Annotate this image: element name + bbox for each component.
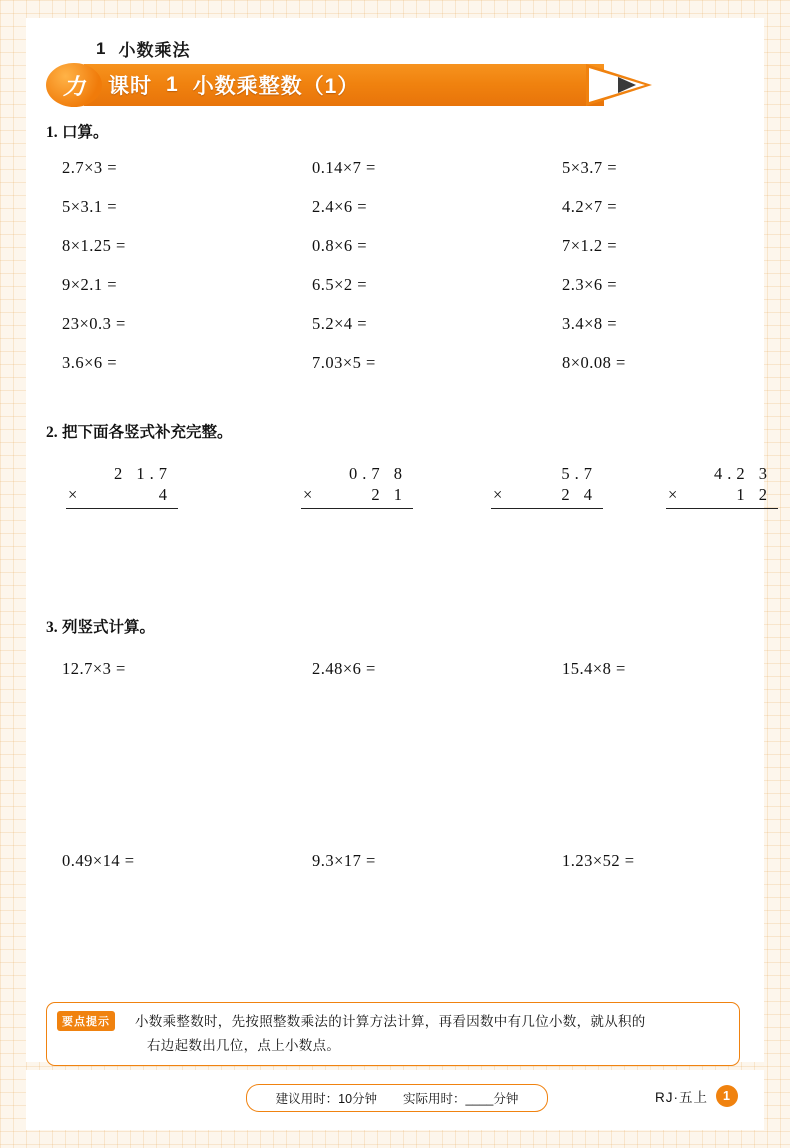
expression-item: 9.3×17 = — [312, 851, 376, 870]
section-1-heading — [46, 120, 746, 142]
expression-item: 3.4×8 = — [562, 314, 618, 333]
vertical-compute-grid — [46, 659, 746, 871]
chapter-number: 1 — [96, 38, 107, 58]
banner-arrow-inner — [589, 68, 645, 102]
tip-line-2: 右边起数出几位，点上小数点。 — [147, 1038, 341, 1053]
vertical-calculation — [301, 464, 413, 509]
lesson-label: 课时 — [108, 75, 152, 98]
expression-item: 12.7×3 = — [62, 659, 126, 678]
vertical-bottom-number: 2 4 — [561, 485, 597, 504]
expression-item: 8×0.08 = — [562, 353, 626, 372]
multiply-operator: × — [303, 485, 313, 504]
expression-item: 0.8×6 = — [312, 236, 368, 255]
expression-item: 5×3.1 = — [62, 197, 118, 216]
tip-line-1: 小数乘整数时，先按照整数乘法的计算方法计算，再看因数中有几位小数，就从积的 — [135, 1014, 646, 1029]
lesson-title-group — [108, 64, 359, 106]
section-3-title: 列竖式计算。 — [61, 619, 155, 636]
expression-item: 4.2×7 = — [562, 197, 618, 216]
vertical-calculation — [491, 464, 603, 509]
expression-item: 7.03×5 = — [312, 353, 376, 372]
tip-box — [46, 1002, 740, 1066]
section-complete-vertical — [46, 420, 772, 509]
page-footer — [46, 1084, 738, 1114]
expression-item: 1.23×52 = — [562, 851, 635, 870]
expression-item: 2.7×3 = — [62, 158, 118, 177]
vertical-top-number: 5.7 — [561, 464, 597, 483]
vertical-bottom-number: 1 2 — [736, 485, 772, 504]
chapter-title: 小数乘法 — [118, 41, 191, 60]
expression-item: 5.2×4 = — [312, 314, 368, 333]
section-oral-calculation — [46, 120, 746, 373]
vertical-bottom-number: 4 — [158, 485, 172, 504]
expression-item: 2.3×6 = — [562, 275, 618, 294]
tip-text — [135, 1010, 725, 1058]
expression-item: 15.4×8 = — [562, 659, 626, 678]
oral-calculation-grid — [46, 158, 746, 373]
expression-item: 8×1.25 = — [62, 236, 126, 255]
section-1-title: 口算。 — [61, 124, 109, 141]
section-2-number: 2. — [46, 424, 58, 441]
vertical-top-number: 2 1.7 — [114, 464, 172, 483]
expression-item: 0.49×14 = — [62, 851, 135, 870]
expression-item: 2.48×6 = — [312, 659, 376, 678]
multiply-operator: × — [68, 485, 78, 504]
time-pill — [246, 1084, 548, 1112]
chapter-heading — [96, 36, 190, 61]
book-code: RJ·五上 — [655, 1090, 708, 1105]
section-3-number: 3. — [46, 619, 58, 636]
vertical-top-number: 4.2 3 — [714, 464, 772, 483]
section-1-number: 1. — [46, 124, 58, 141]
multiply-operator: × — [668, 485, 678, 504]
expression-item: 7×1.2 = — [562, 236, 618, 255]
section-2-title: 把下面各竖式补充完整。 — [61, 424, 233, 441]
page-number: 1 — [716, 1085, 738, 1107]
expression-item: 23×0.3 = — [62, 314, 126, 333]
section-3-heading — [46, 615, 746, 637]
footer-right — [655, 1085, 738, 1107]
vertical-bottom-number: 2 1 — [371, 485, 407, 504]
expression-item: 5×3.7 = — [562, 158, 618, 177]
vertical-calculation — [66, 464, 178, 509]
lesson-banner — [46, 64, 692, 106]
lesson-badge-icon: 力 — [46, 63, 102, 107]
suggested-time: 建议用时：10分钟 — [275, 1092, 378, 1106]
actual-time: 实际用时：____分钟 — [403, 1092, 519, 1106]
section-2-heading — [46, 420, 746, 442]
vertical-calculation — [666, 464, 778, 509]
expression-item: 0.14×7 = — [312, 158, 376, 177]
expression-item: 2.4×6 = — [312, 197, 368, 216]
section-vertical-compute — [46, 615, 746, 871]
multiply-operator: × — [493, 485, 503, 504]
vertical-calculation-row — [46, 464, 772, 509]
vertical-top-number: 0.7 8 — [349, 464, 407, 483]
expression-item: 3.6×6 = — [62, 353, 118, 372]
expression-item: 9×2.1 = — [62, 275, 118, 294]
lesson-title: 小数乘整数（1） — [192, 75, 360, 98]
expression-item: 6.5×2 = — [312, 275, 368, 294]
tip-label-badge: 要点提示 — [57, 1011, 115, 1031]
lesson-number: 1 — [166, 73, 179, 96]
